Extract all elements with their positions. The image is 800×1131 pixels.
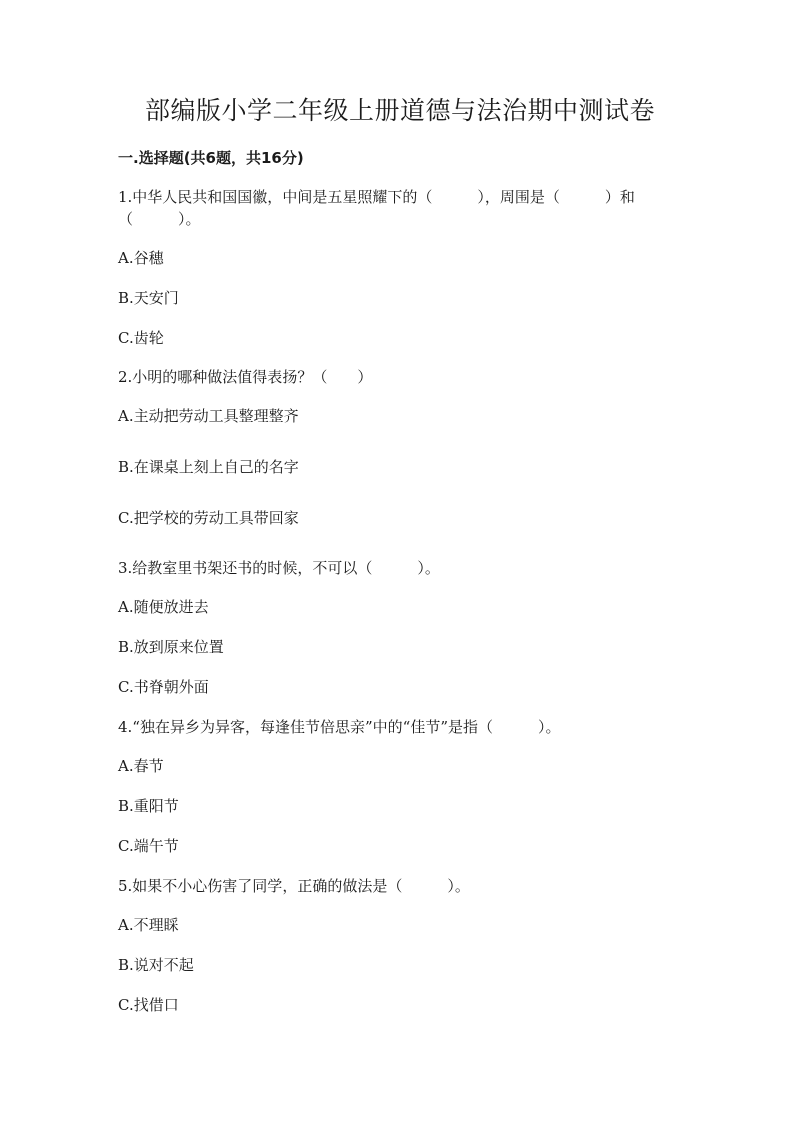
question-4-option-c: C.端午节 (118, 837, 179, 855)
question-2-option-a: A.主动把劳动工具整理整齐 (118, 407, 299, 425)
page-title: 部编版小学二年级上册道德与法治期中测试卷 (144, 96, 655, 125)
question-2-option-b: B.在课桌上刻上自己的名字 (118, 458, 299, 476)
question-3-option-b: B.放到原来位置 (118, 638, 224, 656)
question-2-option-c: C.把学校的劳动工具带回家 (118, 509, 299, 527)
question-4-option-b: B.重阳节 (118, 797, 179, 815)
question-1-option-a: A.谷穗 (118, 249, 164, 267)
question-1-option-c: C.齿轮 (118, 329, 164, 347)
question-5-stem: 5.如果不小心伤害了同学，正确的做法是（ ）。 (118, 877, 470, 895)
question-3-stem: 3.给教室里书架还书的时候，不可以（ ）。 (118, 559, 440, 577)
question-3-option-a: A.随便放进去 (118, 598, 209, 616)
question-2-stem: 2.小明的哪种做法值得表扬？（ ） (118, 368, 373, 386)
question-3-option-c: C.书脊朝外面 (118, 678, 209, 696)
question-4-stem: 4.“独在异乡为异客，每逢佳节倍思亲”中的“佳节”是指（ ）。 (118, 718, 561, 736)
section-heading: 一.选择题(共6题，共16分) (118, 149, 304, 167)
question-1-stem-line-1: 1.中华人民共和国国徽，中间是五星照耀下的（ ），周围是（ ）和 (118, 188, 635, 206)
question-1-stem-line-2: （ ）。 (118, 210, 201, 228)
question-5-option-a: A.不理睬 (118, 916, 179, 934)
question-5-option-b: B.说对不起 (118, 956, 194, 974)
question-4-option-a: A.春节 (118, 757, 164, 775)
question-1-option-b: B.天安门 (118, 289, 179, 307)
question-1-stem (118, 186, 678, 230)
question-5-option-c: C.找借口 (118, 996, 179, 1014)
